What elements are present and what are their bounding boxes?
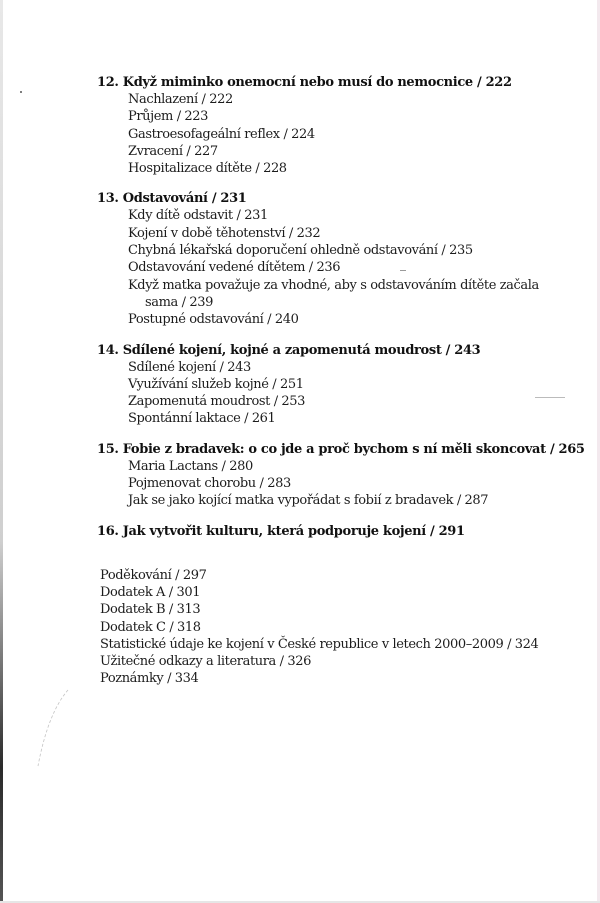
- backmatter-entry[interactable]: Dodatek C / 318: [100, 619, 201, 635]
- section-entry[interactable]: Zvracení / 227: [128, 143, 218, 159]
- toc-chapter: [97, 190, 567, 328]
- section-entry[interactable]: Hospitalizace dítěte / 228: [128, 161, 287, 177]
- section-entry[interactable]: Využívání služeb kojné / 251: [128, 376, 304, 392]
- section-entry[interactable]: Sdílené kojení / 243: [128, 359, 251, 375]
- backmatter-entry[interactable]: Užitečné odkazy a literatura / 326: [100, 654, 311, 670]
- scan-page-edge-left: [0, 0, 3, 903]
- section-list: [97, 458, 567, 510]
- chapter-title[interactable]: 16. Jak vytvořit kulturu, která podporuje kojení / 291: [97, 523, 465, 539]
- table-of-contents: [97, 74, 585, 553]
- toc-backmatter: [100, 567, 580, 687]
- section-entry[interactable]: Postupné odstavování / 240: [128, 312, 299, 328]
- section-list: [97, 359, 567, 428]
- backmatter-entry[interactable]: Poděkování / 297: [100, 568, 207, 583]
- chapter-title[interactable]: 15. Fobie z bradavek: o co jde a proč bychom s ní měli skoncovat / 265: [97, 441, 585, 457]
- section-entry-text: Když matka považuje za vhodné, aby s odstavováním dítěte začala: [128, 277, 539, 293]
- backmatter-entry[interactable]: Statistické údaje ke kojení v České republice v letech 2000–2009 / 324: [100, 636, 539, 652]
- section-entry[interactable]: Kdy dítě odstavit / 231: [128, 208, 268, 224]
- section-entry[interactable]: Gastroesofageální reflex / 224: [128, 126, 315, 142]
- backmatter-entry[interactable]: Dodatek A / 301: [100, 585, 201, 601]
- scan-speck: [20, 91, 22, 93]
- section-entry[interactable]: Průjem / 223: [128, 109, 209, 125]
- section-entry[interactable]: Pojmenovat chorobu / 283: [128, 476, 291, 492]
- toc-chapter: [97, 441, 585, 510]
- section-list: [97, 91, 567, 177]
- chapter-title[interactable]: 12. Když miminko onemocní nebo musí do nemocnice / 222: [97, 75, 512, 90]
- chapter-title[interactable]: 14. Sdílené kojení, kojné a zapomenutá moudrost / 243: [97, 342, 481, 358]
- section-entry-continuation: sama / 239: [145, 294, 213, 310]
- section-entry[interactable]: Nachlazení / 222: [128, 92, 233, 107]
- chapter-title[interactable]: 13. Odstavování / 231: [97, 191, 247, 207]
- section-entry[interactable]: Jak se jako kojící matka vypořádat s fobií z bradavek / 287: [128, 493, 489, 509]
- toc-chapter: [97, 523, 567, 540]
- section-entry-wrapped[interactable]: [97, 277, 567, 312]
- section-entry[interactable]: Odstavování vedené dítětem / 236: [128, 260, 341, 276]
- section-entry[interactable]: Chybná lékařská doporučení ohledně odstavování / 235: [128, 243, 473, 259]
- section-entry[interactable]: Maria Lactans / 280: [128, 458, 253, 474]
- section-entry[interactable]: Spontánní laktace / 261: [128, 411, 276, 427]
- backmatter-entry[interactable]: Dodatek B / 313: [100, 602, 201, 618]
- section-entry[interactable]: Kojení v době těhotenství / 232: [128, 225, 321, 241]
- toc-chapter: [97, 74, 567, 177]
- toc-chapter: [97, 342, 567, 428]
- section-entry[interactable]: Zapomenutá moudrost / 253: [128, 394, 306, 410]
- section-list: [97, 207, 567, 328]
- backmatter-entry[interactable]: Poznámky / 334: [100, 671, 199, 687]
- scan-pencil-curve: [30, 688, 70, 768]
